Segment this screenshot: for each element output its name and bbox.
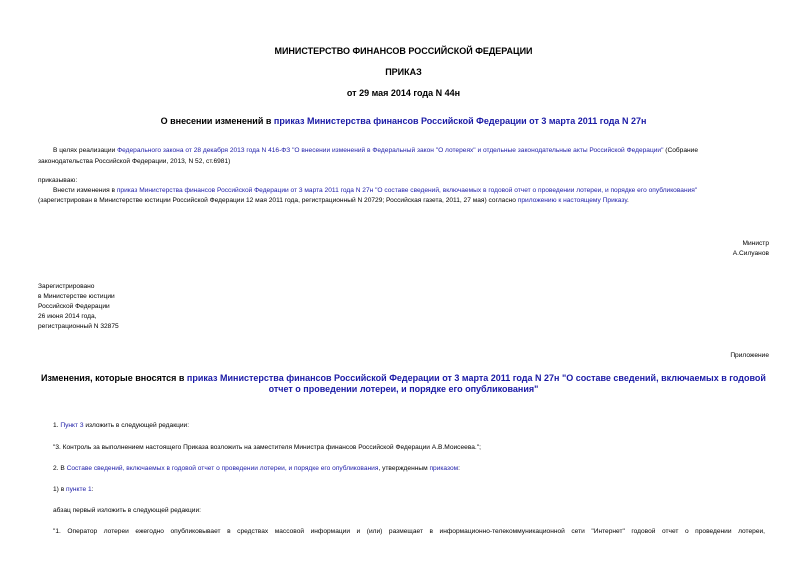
registration-line: 26 июня 2014 года, [38, 313, 97, 320]
order-line-2 [38, 197, 629, 204]
item-1 [53, 422, 189, 429]
item-2-composition-link[interactable]: Составе сведений, включаемых в годовой отчет о проведении лотереи, и порядке его опубликования [66, 465, 379, 472]
item-2-prefix: 2. В [53, 465, 67, 472]
sub-item-1 [53, 486, 93, 493]
appendix-heading-link[interactable]: приказ Министерства финансов Российской Федерации от 3 марта 2011 года N 27н "О составе сведений, включаемых в годовой [186, 373, 766, 383]
doc-type-heading: ПРИКАЗ [385, 67, 422, 77]
amended-order-link[interactable]: приказ Министерства финансов Российской Федерации от 3 марта 2011 года N 27н "О составе сведений, включаемых в годовой отчет о проведении лотереи, и порядке его опубликования" [116, 187, 698, 194]
registration-line: Российской Федерации [38, 303, 110, 310]
item-2-order-link[interactable]: приказом [429, 465, 459, 472]
preamble-text-end: (Собрание [663, 147, 699, 154]
appendix-heading-line-2 [0, 384, 807, 394]
signature-position: Министр [742, 240, 769, 247]
sub-item-1-end: : [91, 486, 94, 493]
appendix-heading-link-cont[interactable]: отчет о проведении лотереи, и порядке его опубликования" [268, 384, 539, 394]
date-number-heading: от 29 мая 2014 года N 44н [346, 88, 461, 98]
paragraph-instruction: абзац первый изложить в следующей редакции: [53, 507, 201, 514]
order-text-end: . [626, 197, 629, 204]
preamble-line-2: законодательства Российской Федерации, 2013, N 52, ст.6981) [38, 158, 231, 165]
appendix-link[interactable]: приложению к настоящему Приказу [517, 197, 627, 204]
title-order-link[interactable]: приказ Министерства финансов Российской Федерации от 3 марта 2011 года N 27н [273, 116, 647, 126]
federal-law-link[interactable]: Федерального закона от 28 декабря 2013 года N 416-ФЗ "О внесении изменений в Федеральный закон "О лотереях" и отдельные законодательные акты Российской Федерации" [117, 147, 664, 154]
preamble-line-1 [53, 147, 698, 154]
sub-item-1-prefix: 1) в [53, 486, 67, 493]
order-text-2: (зарегистрирован в Министерстве юстиции Российской Федерации 12 мая 2011 года, регистрационный N 20729; Российская газета, 2011, 27 мая) согласно [38, 197, 518, 204]
prikazyvayu-text: приказываю: [38, 177, 78, 184]
title-prefix: О внесении изменений в [160, 116, 274, 126]
item-2-text: , утвержденным [378, 465, 430, 472]
signature-name: А.Силуанов [732, 250, 769, 257]
item-1-text: изложить в следующей редакции: [83, 422, 190, 429]
item-1-number: 1. [53, 422, 61, 429]
appendix-heading-line-1 [0, 373, 807, 383]
appendix-heading-prefix: Изменения, которые вносятся в [41, 373, 187, 383]
registration-line: Зарегистрировано [38, 283, 95, 290]
item-1-link[interactable]: Пункт 3 [60, 422, 84, 429]
sub-item-1-link[interactable]: пункте 1 [66, 486, 92, 493]
registration-line: в Министерстве юстиции [38, 293, 115, 300]
ministry-heading: МИНИСТЕРСТВО ФИНАНСОВ РОССИЙСКОЙ ФЕДЕРАЦИИ [274, 46, 533, 56]
quote-paragraph: "1. Оператор лотереи ежегодно опубликовывает в средствах массовой информации и (или) размещает в информационно-телекоммуникационной сети "Интернет" годовой отчет о проведении лотереи, [53, 528, 765, 535]
item-2-end: : [458, 465, 461, 472]
document-title [0, 116, 807, 126]
item-2 [53, 465, 460, 472]
order-line-1 [53, 187, 697, 194]
registration-line: регистрационный N 32875 [38, 323, 119, 330]
item-1-quote: "3. Контроль за выполнением настоящего Приказа возложить на заместителя Министра финансов Российской Федерации А.В.Моисеева."; [53, 444, 481, 451]
registration-block [38, 282, 119, 332]
preamble-text: В целях реализации [53, 147, 118, 154]
appendix-label: Приложение [730, 352, 769, 359]
order-text: Внести изменения в [53, 187, 117, 194]
